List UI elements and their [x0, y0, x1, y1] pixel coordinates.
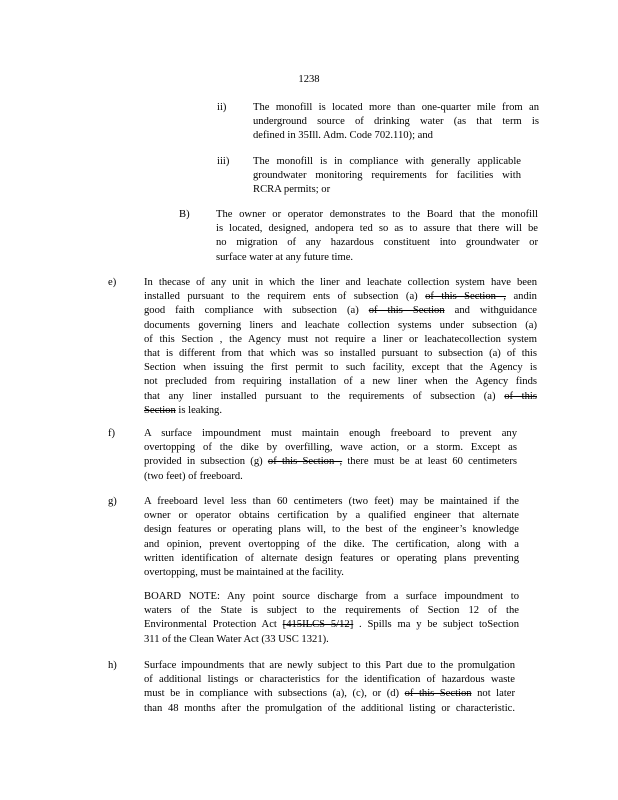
text-line: provided in subsection (g) of this Section , there must be at least 60 centimeters	[144, 456, 517, 468]
text-line: (two feet) of freeboard.	[144, 470, 243, 482]
text-line: overtopping, must be maintained at the facility.	[144, 567, 344, 579]
item-e-text	[144, 276, 537, 418]
item-label-iii: iii)	[217, 156, 230, 167]
text-line: owner or operator obtains certification by a qualified engineer that alternate	[144, 510, 519, 522]
struck-text: of this Section ,	[425, 291, 506, 303]
text-line: groundwater monitoring requirements for facilities with	[253, 170, 521, 182]
text-line: of this Section , the Agency must not require a liner or leachatecollection system	[144, 333, 537, 345]
text-line: than 48 months after the promulgation of the additional listing or characteristic.	[144, 702, 515, 714]
text-line: not precluded from requiring installation of a new liner when the Agency finds	[144, 376, 537, 388]
struck-text: of this Section ,	[267, 456, 343, 468]
item-g-text	[144, 495, 519, 580]
item-iii-text	[253, 155, 521, 198]
text-line: Section when issuing the first permit to such facility, except that the Agency is	[144, 362, 537, 374]
text-line: The monofill is in compliance with generally applicable	[253, 156, 521, 167]
text-line: that is different from that which was so installed pursuant to subsection (a) of this	[144, 348, 537, 360]
text-line: BOARD NOTE: Any point source discharge from a surface impoundment to	[144, 591, 519, 602]
item-label-ii: ii)	[217, 102, 227, 113]
item-label-e: e)	[108, 277, 117, 288]
text-line: defined in 35Ill. Adm. Code 702.110); and	[253, 130, 433, 142]
text-line: good faith compliance with subsection (a) of this Section and withguidance	[144, 305, 537, 317]
text-line: that any liner installed pursuant to the requirements of subsection (a) of this	[144, 390, 537, 402]
item-label-g: g)	[108, 496, 117, 507]
text-line: A freeboard level less than 60 centimeters (two feet) may be maintained if the	[144, 496, 519, 507]
text-line: A surface impoundment must maintain enough freeboard to prevent any	[144, 428, 517, 439]
item-label-f: f)	[108, 428, 116, 439]
text-line: must be in compliance with subsections (a), (c), or (d) of this Section not later	[144, 688, 515, 700]
text-line: installed pursuant to the requirem ents of subsection (a) of this Section , andin	[144, 291, 537, 303]
text-line: waters of the State is subject to the requirements of Section 12 of the	[144, 605, 519, 617]
text-line: The owner or operator demonstrates to the Board that the monofill	[216, 209, 538, 220]
item-h-text	[144, 659, 515, 716]
text-line: design features or operating plans will, to the best of the engineer’s knowledge	[144, 524, 519, 536]
item-f-text	[144, 427, 517, 484]
struck-text: of this	[504, 390, 537, 402]
text-line: Section is leaking.	[144, 404, 222, 416]
text-line: underground source of drinking water (as that term is	[253, 116, 539, 128]
text-line: surface water at any future time.	[216, 251, 354, 263]
text-line: no migration of any hazardous constituent into groundwater or	[216, 237, 538, 249]
item-label-B: B)	[179, 209, 190, 220]
text-line: documents governing liners and leachate collection systems under subsection (a)	[144, 319, 537, 331]
text-line: written identification of alternate design features or operating plans preventing	[144, 552, 519, 564]
board-note	[144, 590, 519, 647]
text-line: 311 of the Clean Water Act (33 USC 1321).	[144, 633, 329, 645]
text-line: Surface impoundments that are newly subject to this Part due to the promulgation	[144, 660, 515, 671]
text-line: of additional listings or characteristics for the identification of hazardous waste	[144, 674, 515, 686]
struck-text: Section	[144, 404, 176, 416]
item-ii-text	[253, 101, 539, 144]
text-line: RCRA permits; or	[253, 184, 331, 196]
text-line: overtopping of the dike by overfilling, wave action, or a storm. Except as	[144, 442, 517, 454]
text-line: Environmental Protection Act [415ILCS 5/12] . Spills ma y be subject toSection	[144, 619, 519, 631]
struck-text: [415ILCS 5/12]	[282, 619, 354, 631]
page-number: 1238	[298, 74, 320, 85]
text-line: and opinion, prevent overtopping of the dike. The certification, along with a	[144, 538, 519, 550]
item-B-text	[216, 208, 538, 265]
struck-text: of this Section	[404, 688, 472, 700]
struck-text: of this Section	[368, 305, 445, 317]
item-label-h: h)	[108, 660, 117, 671]
text-line: In thecase of any unit in which the liner and leachate collection system have been	[144, 277, 537, 288]
text-line: The monofill is located more than one-quarter mile from an	[253, 102, 539, 113]
text-line: is located, designed, andopera ted so as to assure that there will be	[216, 223, 538, 235]
